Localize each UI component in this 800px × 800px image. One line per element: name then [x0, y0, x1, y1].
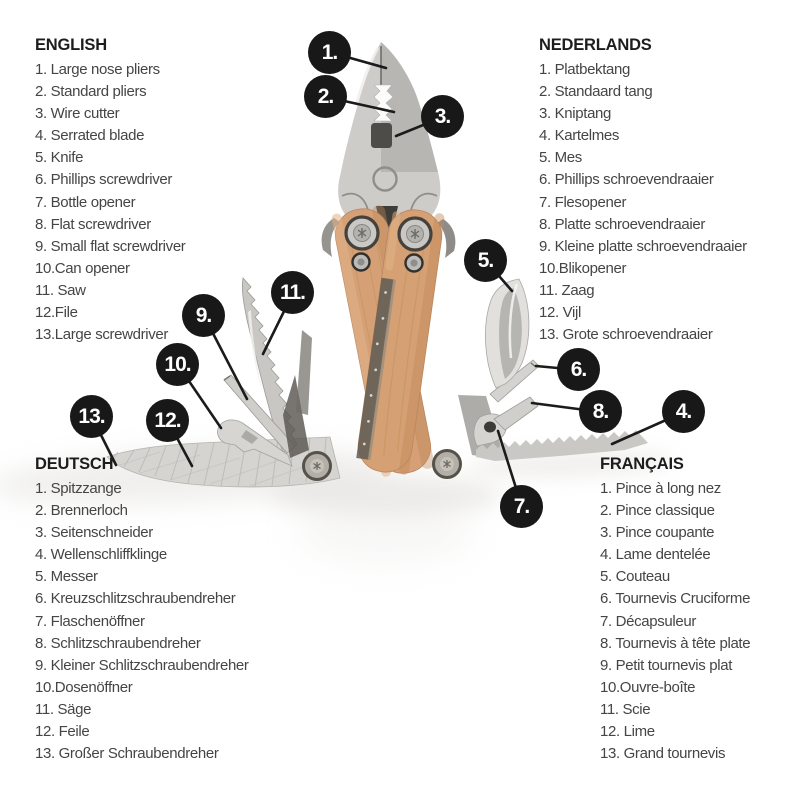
- list-item: 9. Small flat screwdriver: [35, 237, 186, 255]
- list-item: 1. Spitzzange: [35, 480, 122, 497]
- list-item: 3. Seitenschneider: [35, 524, 153, 542]
- list-nederlands: [539, 36, 747, 346]
- list-item: 5. Knife: [35, 149, 84, 167]
- list-item: 6. Tournevis Cruciforme: [600, 590, 751, 608]
- callout-11-label: 11.: [279, 281, 306, 304]
- callout-6: [557, 348, 600, 391]
- list-deutsch: [35, 455, 249, 765]
- callout-5-label: 5.: [477, 249, 494, 272]
- callout-13-label: 13.: [78, 405, 105, 428]
- callout-8-label: 8.: [592, 400, 609, 423]
- list-items-nederlands: [539, 59, 747, 346]
- list-header-nederlands: NEDERLANDS: [539, 36, 652, 54]
- callout-9-label: 9.: [195, 304, 212, 327]
- callout-9: [182, 294, 225, 337]
- stored-tools-edge-left: [296, 330, 312, 415]
- callout-4: [662, 390, 705, 433]
- list-francais: [600, 455, 750, 765]
- callout-12-label: 12.: [154, 409, 181, 432]
- list-item: 10.Dosenöffner: [35, 678, 133, 696]
- list-item: 11. Zaag: [539, 281, 595, 299]
- list-item: 8. Tournevis à tête plate: [600, 634, 751, 652]
- list-item: 9. Kleiner Schlitzschraubendreher: [35, 656, 249, 674]
- list-item: 10.Ouvre-boîte: [600, 678, 696, 696]
- list-item: 6. Kreuzschlitzschraubendreher: [35, 590, 236, 608]
- list-item: 2. Standaard tang: [539, 83, 653, 101]
- list-item: 13. Grote schroevendraaier: [539, 326, 713, 344]
- list-header-deutsch: DEUTSCH: [35, 455, 114, 473]
- screw-top-left: [346, 217, 378, 249]
- list-item: 3. Pince coupante: [600, 524, 715, 542]
- callout-3-label: 3.: [434, 105, 451, 128]
- screw-bottom-left: [304, 453, 331, 480]
- list-item: 10.Blikopener: [539, 259, 627, 277]
- list-item: 8. Schlitzschraubendreher: [35, 634, 201, 652]
- list-items-francais: [600, 478, 750, 765]
- callout-10: [156, 343, 199, 386]
- callout-6-label: 6.: [570, 358, 587, 381]
- list-item: 8. Flat screwdriver: [35, 215, 151, 233]
- callout-11: [271, 271, 314, 314]
- list-item: 2. Pince classique: [600, 502, 715, 520]
- list-english: [35, 36, 185, 346]
- callout-7: [500, 485, 543, 528]
- wire-cutter-notch: [371, 123, 392, 148]
- list-item: 4. Kartelmes: [539, 127, 619, 145]
- list-item: 4. Serrated blade: [35, 127, 145, 145]
- list-item: 7. Bottle opener: [35, 193, 136, 211]
- list-item: 10.Can opener: [35, 259, 130, 277]
- list-item: 5. Mes: [539, 149, 582, 167]
- screw-small-left: [353, 254, 370, 271]
- list-item: 7. Flesopener: [539, 193, 627, 211]
- list-items-english: [35, 59, 185, 346]
- list-items-deutsch: [35, 478, 249, 765]
- list-item: 2. Standard pliers: [35, 83, 147, 101]
- list-item: 11. Saw: [35, 281, 86, 299]
- list-header-francais: FRANÇAIS: [600, 455, 684, 473]
- callout-1: [308, 31, 351, 74]
- list-item: 5. Messer: [35, 568, 98, 586]
- list-item: 11. Säge: [35, 700, 92, 718]
- list-item: 12. Lime: [600, 723, 655, 741]
- list-item: 12.File: [35, 304, 78, 322]
- list-item: 6. Phillips screwdriver: [35, 171, 172, 189]
- list-item: 12. Vijl: [539, 304, 581, 322]
- callout-3: [421, 95, 464, 138]
- list-item: 13. Großer Schraubendreher: [35, 745, 219, 763]
- list-item: 12. Feile: [35, 723, 90, 741]
- callout-8: [579, 390, 622, 433]
- screw-top-right: [399, 218, 431, 250]
- callout-13: [70, 395, 113, 438]
- list-item: 4. Wellenschliffklinge: [35, 546, 167, 564]
- list-item: 1. Platbektang: [539, 61, 631, 78]
- list-item: 7. Décapsuleur: [600, 612, 696, 630]
- screw-small-right: [406, 255, 423, 272]
- list-header-english: ENGLISH: [35, 36, 107, 54]
- list-item: 1. Pince à long nez: [600, 480, 721, 497]
- callout-10-label: 10.: [164, 353, 191, 376]
- screw-bottom-right: [434, 451, 461, 478]
- list-item: 7. Flaschenöffner: [35, 612, 145, 630]
- list-item: 4. Lame dentelée: [600, 546, 711, 564]
- list-item: 9. Petit tournevis plat: [600, 656, 733, 674]
- list-item: 1. Large nose pliers: [35, 61, 160, 78]
- list-item: 13. Grand tournevis: [600, 745, 726, 763]
- callout-1-label: 1.: [321, 41, 338, 64]
- list-item: 9. Kleine platte schroevendraaier: [539, 237, 747, 255]
- list-item: 5. Couteau: [600, 568, 670, 586]
- callout-2: [304, 75, 347, 118]
- callout-7-label: 7.: [513, 495, 530, 518]
- list-item: 13.Large screwdriver: [35, 326, 169, 344]
- list-item: 6. Phillips schroevendraaier: [539, 171, 714, 189]
- list-item: 11. Scie: [600, 700, 651, 718]
- list-item: 2. Brennerloch: [35, 502, 128, 520]
- list-item: 3. Wire cutter: [35, 105, 120, 123]
- list-item: 3. Kniptang: [539, 105, 612, 123]
- callout-2-label: 2.: [317, 85, 334, 108]
- callout-12: [146, 399, 189, 442]
- callout-4-label: 4.: [675, 400, 692, 423]
- callout-5: [464, 239, 507, 282]
- list-item: 8. Platte schroevendraaier: [539, 215, 706, 233]
